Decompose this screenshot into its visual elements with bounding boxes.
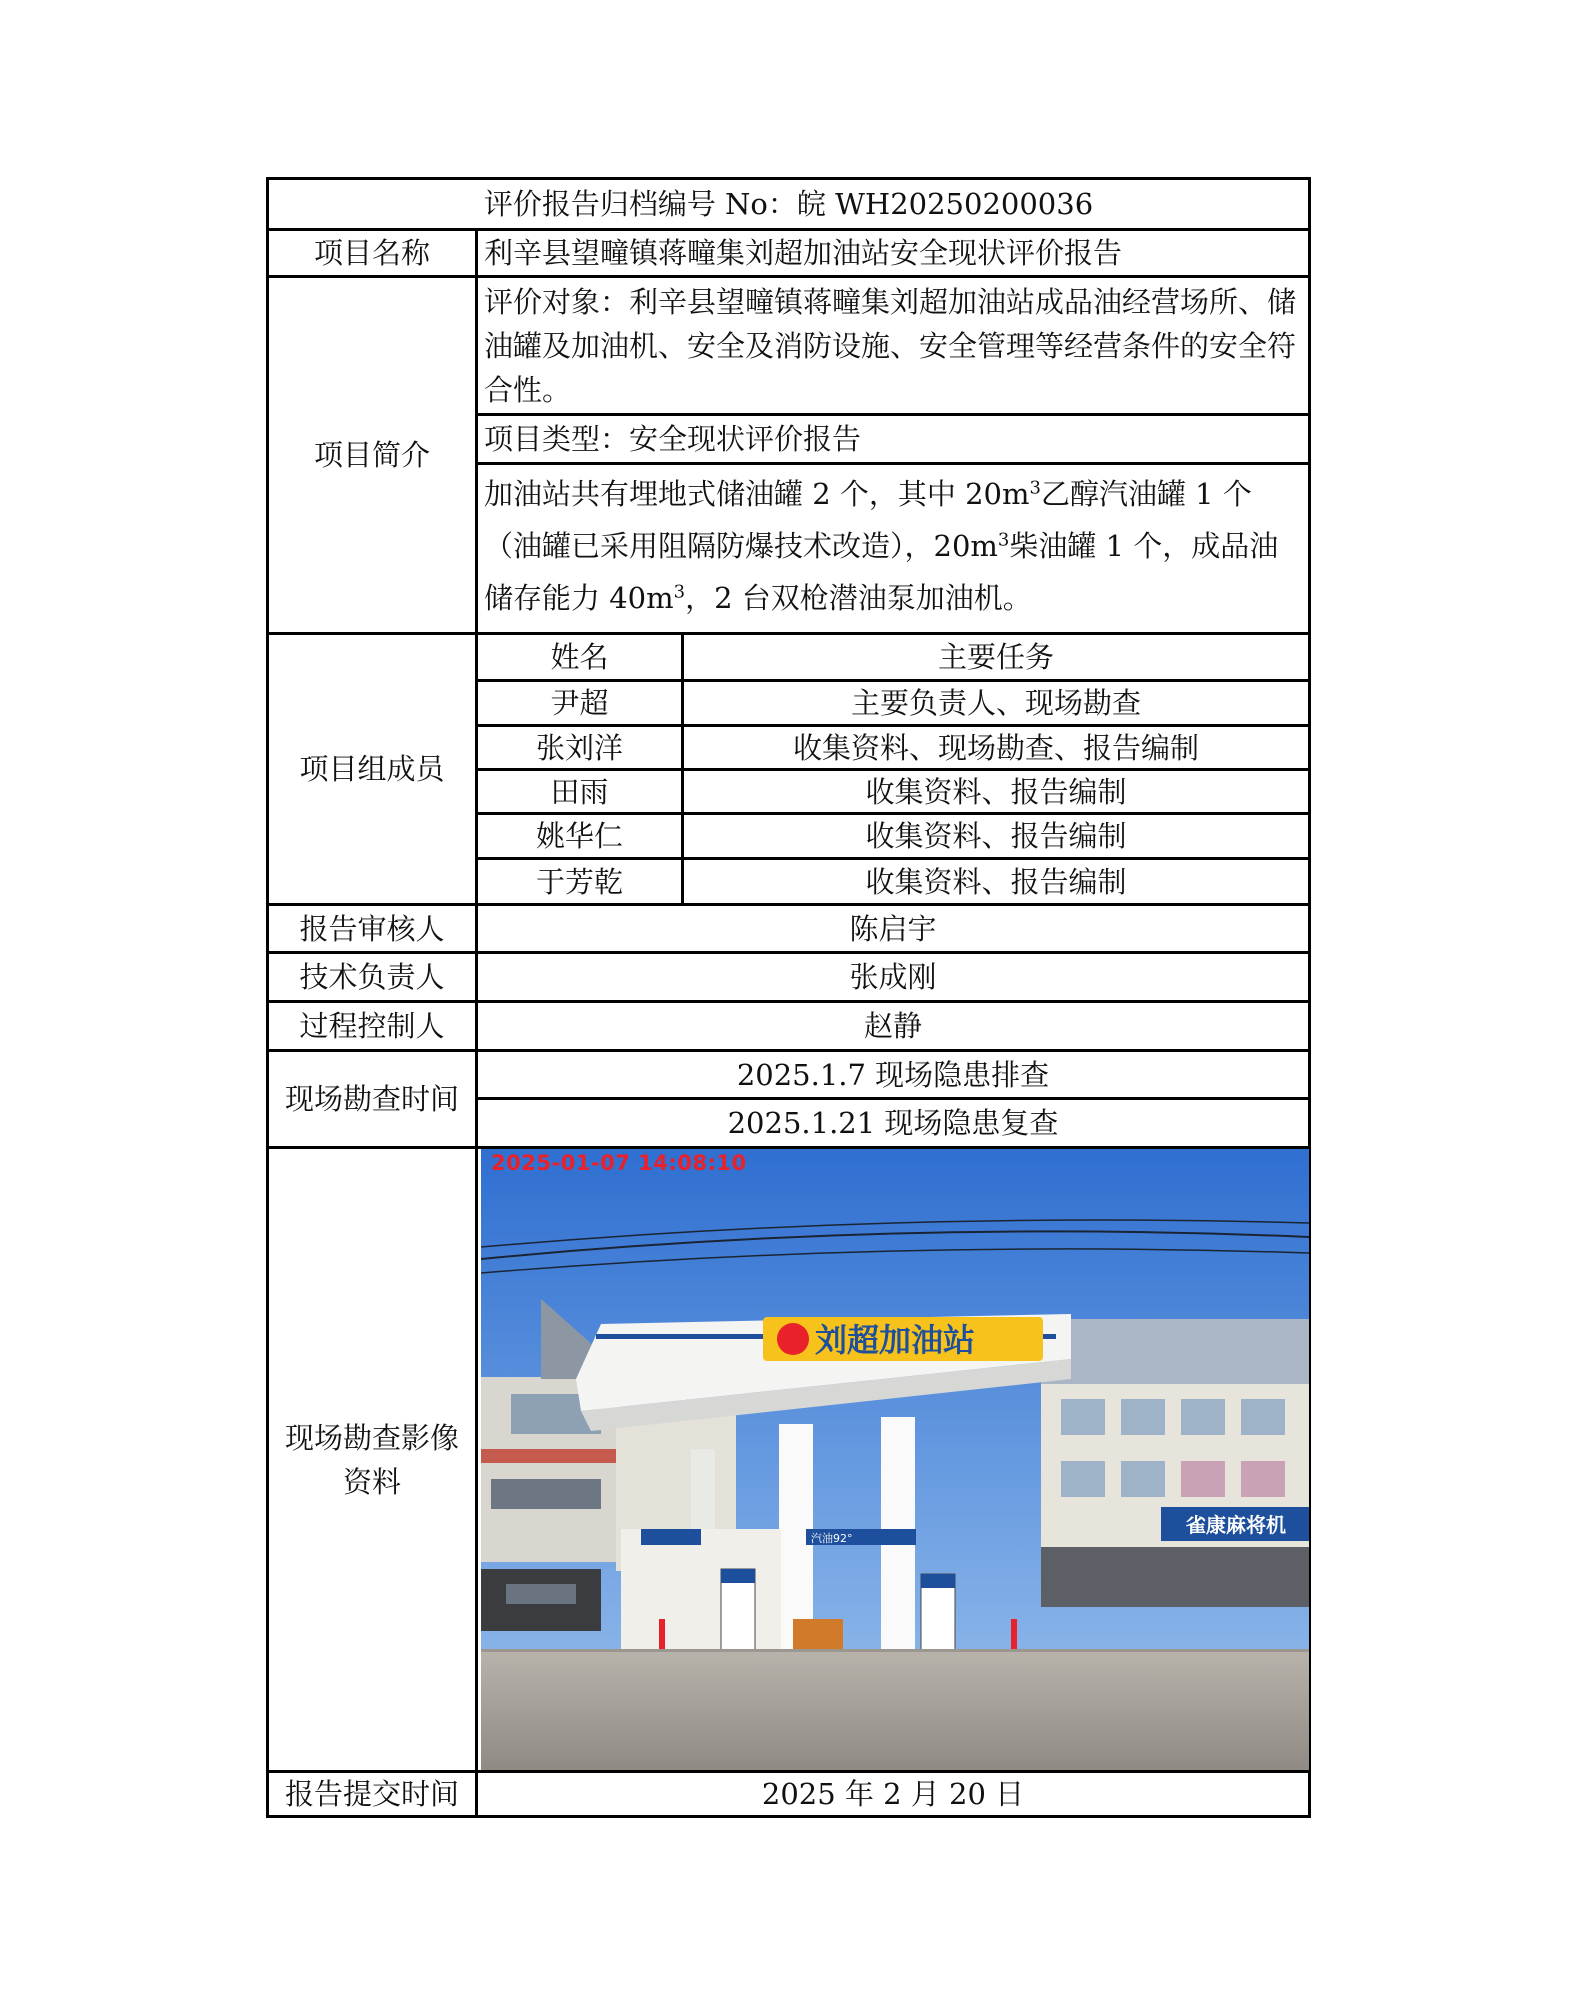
archive-number: 评价报告归档编号 No：皖 WH20250200036: [483, 187, 1094, 221]
survey-time-first: 2025.1.7 现场隐患排查: [736, 1057, 1050, 1092]
project-name-label: 项目名称: [313, 236, 430, 270]
member-name: 姚华仁: [535, 819, 623, 853]
process-control-value: 赵静: [863, 1009, 922, 1043]
survey-photo-label: [269, 1149, 475, 1770]
reviewer-label: 报告审核人: [299, 911, 445, 946]
member-task: 收集资料、报告编制: [865, 774, 1127, 809]
member-name: 田雨: [550, 774, 609, 809]
project-name-value: 利辛县望疃镇蒋疃集刘超加油站安全现状评价报告: [484, 236, 1123, 270]
members-label: 项目组成员: [299, 752, 445, 786]
evaluation-record-table: [266, 177, 1311, 1818]
gas-station-photo: [481, 1149, 1309, 1770]
tech-lead-value: 张成刚: [849, 960, 937, 994]
survey-photo-label-line1: 现场勘查影像: [284, 1420, 459, 1455]
station-sign: 刘超加油站: [815, 1321, 976, 1359]
evaluation-object: 评价对象：利辛县望疃镇蒋疃集刘超加油站成品油经营场所、储油罐及加油机、安全及消防设施、安全管理等经营条件的安全符合性。: [484, 285, 1297, 407]
photo-timestamp: 2025-01-07 14:08:10: [491, 1151, 747, 1175]
submit-date-value: 2025 年 2 月 20 日: [761, 1777, 1025, 1811]
member-task: 收集资料、报告编制: [865, 819, 1127, 853]
shop-sign: 雀康麻将机: [1186, 1513, 1286, 1537]
members-header-task: 主要任务: [937, 640, 1054, 674]
submit-date-label: 报告提交时间: [284, 1777, 459, 1811]
members-header-name: 姓名: [550, 640, 609, 674]
survey-time-label: 现场勘查时间: [284, 1082, 459, 1116]
survey-time-second: 2025.1.21 现场隐患复查: [727, 1106, 1059, 1140]
member-name: 张刘洋: [535, 730, 623, 765]
project-type: 项目类型：安全现状评价报告: [484, 422, 862, 456]
member-task: 主要负责人、现场勘查: [850, 686, 1141, 720]
member-task: 收集资料、现场勘查、报告编制: [792, 730, 1199, 765]
station-description: 加油站共有埋地式储油罐 2 个，其中 $20m^3$乙醇汽油罐 1 个（油罐已采用阻隔防爆技术改造），$20m^3$柴油罐 1 个，成品油储存能力 $40m^3$，2 台双枪潜油泵加油机。: [484, 477, 1279, 615]
pump-sign: 汽油92°: [811, 1532, 853, 1545]
project-summary-label: 项目简介: [313, 438, 430, 472]
tech-lead-label: 技术负责人: [299, 960, 445, 994]
member-name: 于芳乾: [535, 864, 623, 899]
member-name: 尹超: [550, 686, 609, 720]
member-task: 收集资料、报告编制: [865, 864, 1127, 899]
process-control-label: 过程控制人: [299, 1009, 445, 1043]
survey-photo-label-line2: 资料: [342, 1464, 401, 1499]
reviewer-value: 陈启宇: [849, 911, 937, 946]
